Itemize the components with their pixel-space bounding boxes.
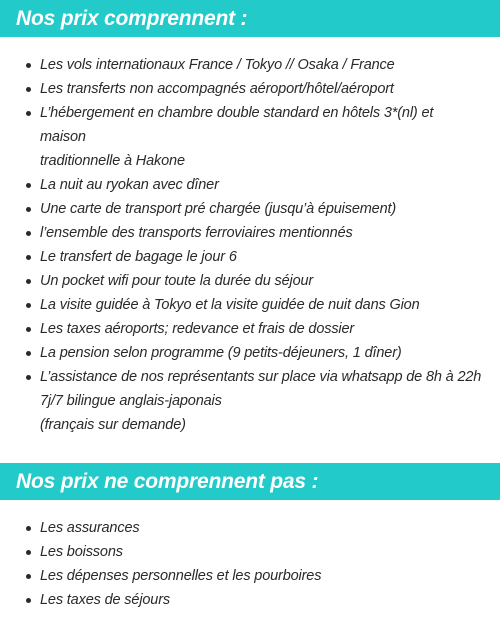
list-item	[0, 365, 500, 437]
bullet-icon	[26, 526, 31, 531]
list-item-text: Les assurances	[40, 520, 140, 536]
list-item-text: Un pocket wifi pour toute la durée du séjour	[40, 273, 314, 289]
list-item	[0, 317, 500, 341]
list-item-text: Le transfert de bagage le jour 6	[40, 249, 237, 265]
bullet-icon	[26, 303, 31, 308]
list-item-text: L’hébergement en chambre double standard en hôtels 3*(nl) et maison	[40, 105, 434, 145]
bullet-icon	[26, 279, 31, 284]
excluded-list	[0, 516, 500, 612]
list-item	[0, 101, 500, 173]
list-item	[0, 293, 500, 317]
bullet-icon	[26, 111, 31, 116]
list-item	[0, 173, 500, 197]
list-item	[0, 53, 500, 77]
bullet-icon	[26, 550, 31, 555]
list-item-text: Les vols internationaux France / Tokyo // Osaka / France	[40, 57, 395, 73]
list-item	[0, 269, 500, 293]
list-item-text: traditionnelle à Hakone	[40, 153, 185, 169]
bullet-icon	[26, 351, 31, 356]
list-item	[0, 540, 500, 564]
list-item-text: Les taxes de séjours	[40, 592, 170, 608]
bullet-icon	[26, 598, 31, 603]
bullet-icon	[26, 63, 31, 68]
list-item	[0, 516, 500, 540]
bullet-icon	[26, 375, 31, 380]
bullet-icon	[26, 87, 31, 92]
list-item-text: La visite guidée à Tokyo et la visite guidée de nuit dans Gion	[40, 297, 420, 313]
bullet-icon	[26, 255, 31, 260]
list-item-text: Les taxes aéroports; redevance et frais de dossier	[40, 321, 355, 337]
list-item-text: l’ensemble des transports ferroviaires mentionnés	[40, 225, 353, 241]
list-item-text: Les boissons	[40, 544, 123, 560]
bullet-icon	[26, 327, 31, 332]
list-item-text: L’assistance de nos représentants sur place via whatsapp de 8h à 22h	[40, 369, 482, 385]
list-item-text: La pension selon programme (9 petits-déjeuners, 1 dîner)	[40, 345, 402, 361]
list-item	[0, 341, 500, 365]
bullet-icon	[26, 207, 31, 212]
list-item-text: Les transferts non accompagnés aéroport/hôtel/aéroport	[40, 81, 394, 97]
list-item	[0, 564, 500, 588]
bullet-icon	[26, 183, 31, 188]
list-item	[0, 221, 500, 245]
included-section-title: Nos prix comprennent :	[16, 6, 248, 30]
bullet-icon	[26, 231, 31, 236]
list-item-text: Une carte de transport pré chargée (jusqu’à épuisement)	[40, 201, 397, 217]
list-item-text: Les dépenses personnelles et les pourboires	[40, 568, 322, 584]
list-item	[0, 245, 500, 269]
list-item-text: La nuit au ryokan avec dîner	[40, 177, 219, 193]
included-list	[0, 53, 500, 437]
included-section-header	[0, 0, 500, 37]
list-item	[0, 77, 500, 101]
bullet-icon	[26, 574, 31, 579]
list-item	[0, 197, 500, 221]
list-item	[0, 588, 500, 612]
list-item-text: (français sur demande)	[40, 417, 186, 433]
excluded-section-title: Nos prix ne comprennent pas :	[16, 469, 319, 493]
excluded-section-header	[0, 463, 500, 500]
list-item-text: 7j/7 bilingue anglais-japonais	[40, 393, 222, 409]
